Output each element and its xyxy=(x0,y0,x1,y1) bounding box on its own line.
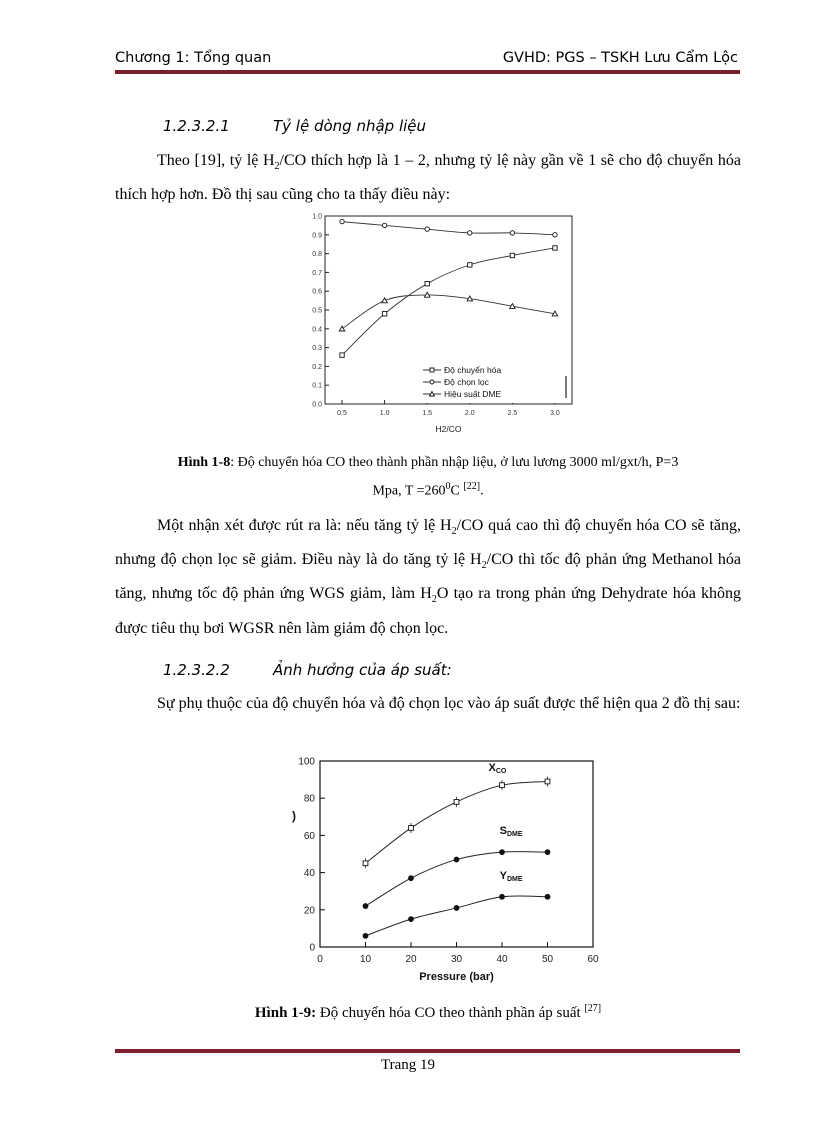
header-advisor: GVHD: PGS – TSKH Lưu Cẩm Lộc xyxy=(502,50,738,66)
series-line xyxy=(342,222,555,235)
data-point xyxy=(425,227,429,231)
data-point xyxy=(363,933,368,938)
series-y-dme xyxy=(363,870,550,938)
series-label-sub: CO xyxy=(495,768,507,776)
footer-rule xyxy=(115,1049,740,1053)
data-point xyxy=(468,231,472,235)
header-chapter: Chương 1: Tổng quan xyxy=(115,50,272,66)
paragraph-2: Một nhận xét được rút ra là: nếu tăng tỷ lệ $H_2/CO$ quá cao thì độ chuyển hóa CO sẽ tăng, nhưng độ chọn lọc sẽ giảm. Điều này là do tăng tỷ lệ $H_2/CO$ thì tốc độ phản ứng Methanol hóa tăng, nhưng tốc độ phản ứng WGS giảm, làm $H_2O$ tạo ra trong phản ứng Dehydrate hóa không được tiêu thụ bơi WGSR nên làm giảm độ chọn lọc. xyxy=(115,517,742,637)
figure-label: Hình 1-8 xyxy=(177,455,231,470)
y-tick-label: 0.6 xyxy=(312,288,322,296)
x-tick-label: 50 xyxy=(541,954,554,965)
section-number: 1.2.3.2.2 xyxy=(163,661,230,679)
data-point xyxy=(468,263,472,267)
series-x-co xyxy=(363,762,550,868)
page-number: Trang 19 xyxy=(380,1057,436,1073)
y-tick-label: 0.1 xyxy=(312,382,322,390)
x-tick-label: 1.5 xyxy=(422,410,433,417)
y-tick-label: 60 xyxy=(303,830,315,842)
data-point xyxy=(409,917,414,922)
data-point xyxy=(500,783,505,788)
y-tick-label: 40 xyxy=(303,868,315,880)
x-tick-label: 20 xyxy=(405,954,417,965)
x-tick-label: 40 xyxy=(496,954,508,965)
y-tick-label: 0.5 xyxy=(312,307,322,315)
series-line xyxy=(342,248,555,355)
conversion-ratio-chart xyxy=(300,208,580,440)
data-point xyxy=(553,233,557,237)
y-tick-label: 0.4 xyxy=(312,326,322,334)
series-label: YDME xyxy=(499,869,523,883)
figure-caption-2: Hình 1-9: Độ chuyển hóa CO theo thành phần áp suất [27] xyxy=(254,1003,602,1021)
y-tick-label: 0.9 xyxy=(312,232,322,240)
series-label-sub: DME xyxy=(506,831,523,839)
data-point xyxy=(510,253,514,257)
y-tick-label: 0 xyxy=(309,942,315,954)
plot-frame xyxy=(320,761,593,947)
header-rule xyxy=(115,70,740,74)
data-point xyxy=(454,906,459,911)
data-point xyxy=(363,904,368,909)
pressure-chart xyxy=(280,750,610,995)
series-label-sub: DME xyxy=(506,875,523,883)
data-point xyxy=(454,857,459,862)
data-point xyxy=(553,246,557,250)
paragraph-1: Theo [19], tỷ lệ $H_2/CO$ thích hợp là 1 – 2, nhưng tỷ lệ này gần về 1 sẽ cho độ chuyển hóa thích hợp hơn. Đồ thị sau cũng cho ta thấy điều này: xyxy=(115,152,742,204)
legend xyxy=(418,359,568,403)
figure-label: Hình 1-9: xyxy=(254,1005,317,1021)
data-point xyxy=(340,353,344,357)
y-tick-label: 0.3 xyxy=(312,345,322,353)
x-tick-label: 2.5 xyxy=(507,410,518,417)
paragraph-3: Sự phụ thuộc của độ chuyển hóa và độ chọn lọc vào áp suất được thể hiện qua 2 đồ thị sau: xyxy=(157,695,741,712)
data-point xyxy=(500,850,505,855)
y-axis-label: ) xyxy=(292,809,296,823)
data-point xyxy=(409,826,414,831)
x-axis-label: H2/CO xyxy=(435,424,462,434)
x-tick-label: 0.5 xyxy=(337,410,347,417)
section-heading-2 xyxy=(163,661,452,679)
page-header xyxy=(115,50,738,70)
section-number: 1.2.3.2.1 xyxy=(163,117,230,135)
section-title: Tỷ lệ dòng nhập liệu xyxy=(273,117,427,135)
x-axis-label: Pressure (bar) xyxy=(419,971,494,983)
legend-label: Độ chọn lọc xyxy=(444,377,489,387)
data-point xyxy=(363,861,368,866)
x-tick-label: 60 xyxy=(587,954,599,965)
series-line xyxy=(366,781,548,863)
legend-marker xyxy=(430,380,434,384)
series-line xyxy=(366,896,548,936)
data-point xyxy=(382,223,386,227)
legend-label: Hiệu suất DME xyxy=(444,389,502,399)
data-point xyxy=(382,312,386,316)
figure-caption-1: Hình 1-8: Độ chuyển hóa CO theo thành phần nhập liệu, ở lưu lương 3000 ml/gxt/h, P=3 Mpa, $T =260^0C$ [22]. xyxy=(177,455,679,499)
data-point xyxy=(340,219,344,223)
series-label: SDME xyxy=(499,825,523,839)
data-point xyxy=(545,850,550,855)
x-tick-label: 0 xyxy=(317,954,323,965)
data-point xyxy=(454,800,459,805)
data-point xyxy=(339,326,344,331)
y-tick-label: 0.7 xyxy=(312,269,322,277)
x-tick-label: 3.0 xyxy=(550,410,560,417)
series-label: XCO xyxy=(488,762,507,776)
y-tick-label: 0.8 xyxy=(312,251,322,259)
data-point xyxy=(409,876,414,881)
y-tick-label: 20 xyxy=(303,905,315,917)
data-point xyxy=(510,231,514,235)
x-tick-label: 10 xyxy=(359,954,372,965)
x-tick-label: 2.0 xyxy=(464,410,475,417)
data-point xyxy=(500,894,505,899)
data-point xyxy=(425,281,429,285)
legend-marker xyxy=(430,368,434,372)
y-tick-label: 0.2 xyxy=(312,363,322,371)
section-title: Ảnh hưởng của áp suất: xyxy=(273,661,452,679)
y-tick-label: 80 xyxy=(303,793,315,805)
section-heading-1 xyxy=(163,117,426,135)
y-tick-label: 0.0 xyxy=(312,401,322,409)
data-point xyxy=(545,779,550,784)
x-tick-label: 1.0 xyxy=(379,410,390,417)
y-tick-label: 1.0 xyxy=(312,213,322,221)
data-point xyxy=(545,894,550,899)
x-tick-label: 30 xyxy=(450,954,463,965)
legend-label: Độ chuyển hóa xyxy=(444,365,502,375)
series-square xyxy=(340,246,557,358)
y-tick-label: 100 xyxy=(298,756,315,768)
series-circle xyxy=(340,219,557,237)
